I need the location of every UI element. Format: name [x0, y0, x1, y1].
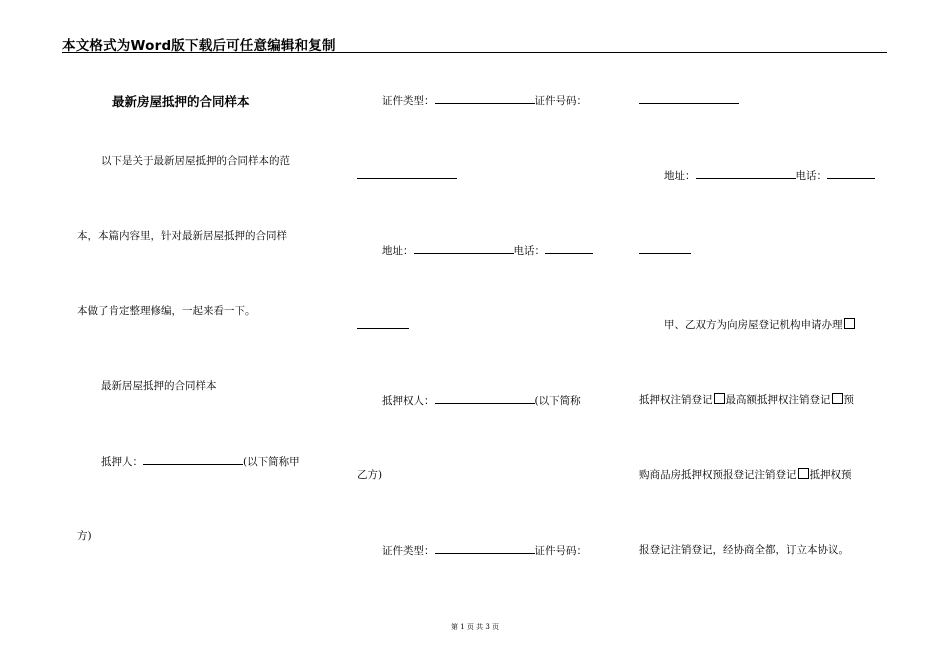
id-line-1 — [382, 93, 587, 108]
page-number: 第 1 页 共 3 页 — [450, 623, 500, 631]
checkbox — [832, 393, 843, 404]
option-mortgage-cancel: 抵押权注销登记 — [639, 394, 713, 406]
checkbox — [798, 468, 809, 479]
mortgagor-label: 抵押人： — [101, 456, 143, 468]
mortgagee-suffix: (以下简称 — [534, 395, 581, 407]
mortgagee-line — [382, 393, 581, 408]
mortgagee-label: 抵押权人： — [382, 395, 435, 407]
mortgagor-blank — [143, 454, 243, 465]
id-type-blank — [435, 93, 535, 104]
id-type-blank — [435, 543, 535, 554]
id-type-label: 证件类型： — [382, 545, 435, 557]
mortgagee-end: 乙方) — [357, 469, 383, 481]
intro-line-1: 以下是关于最新居屋抵押的合同样本的范 — [101, 155, 290, 167]
registration-options-line-2 — [639, 468, 852, 482]
id-number-blank-line — [639, 93, 739, 108]
id-line-2 — [382, 543, 587, 558]
col2-blank-line-1 — [357, 168, 457, 183]
agreement-line: 报登记注销登记，经协商全都，订立本协议。 — [639, 544, 849, 556]
option-text: 抵押权预 — [809, 469, 852, 481]
registration-apply-line — [664, 318, 856, 332]
col3-blank-line — [639, 243, 691, 258]
contract-subtitle: 最新居屋抵押的合同样本 — [101, 380, 217, 392]
id-type-label: 证件类型： — [382, 95, 435, 107]
option-text: 预 — [843, 394, 854, 406]
phone-blank — [827, 168, 875, 179]
header-text: 本文格式为Word版下载后可任意编辑和复制 — [62, 38, 336, 54]
address-line-1 — [382, 243, 593, 258]
id-number-blank — [639, 93, 739, 104]
address-blank — [696, 168, 796, 179]
header-divider — [62, 52, 887, 53]
address-line-2 — [664, 168, 875, 183]
phone-blank — [545, 243, 593, 254]
id-number-label: 证件号码： — [534, 545, 587, 557]
phone-label: 电话： — [795, 170, 827, 182]
address-label: 地址： — [664, 170, 696, 182]
continuation-blank — [357, 318, 409, 329]
option-max-mortgage-cancel: 最高额抵押权注销登记 — [725, 394, 831, 406]
col2-blank-line-2 — [357, 318, 409, 333]
mortgagor-suffix: (以下简称甲 — [243, 456, 300, 468]
registration-options-line-1 — [639, 393, 854, 407]
mortgagee-blank — [435, 393, 535, 404]
intro-line-2: 本，本篇内容里，针对最新居屋抵押的合同样 — [77, 230, 287, 242]
mortgagor-line — [101, 454, 300, 469]
apply-text: 甲、乙双方为向房屋登记机构申请办理 — [664, 319, 843, 331]
continuation-blank — [639, 243, 691, 254]
address-label: 地址： — [382, 245, 414, 257]
checkbox — [714, 393, 725, 404]
option-presale-cancel: 购商品房抵押权预报登记注销登记 — [639, 469, 797, 481]
phone-label: 电话： — [513, 245, 545, 257]
mortgagor-end: 方) — [77, 530, 92, 542]
id-number-label: 证件号码： — [534, 95, 587, 107]
intro-line-3: 本做了肯定整理修编，一起来看一下。 — [77, 305, 256, 317]
continuation-blank — [357, 168, 457, 179]
checkbox — [844, 318, 855, 329]
address-blank — [414, 243, 514, 254]
document-title: 最新房屋抵押的合同样本 — [112, 94, 250, 109]
